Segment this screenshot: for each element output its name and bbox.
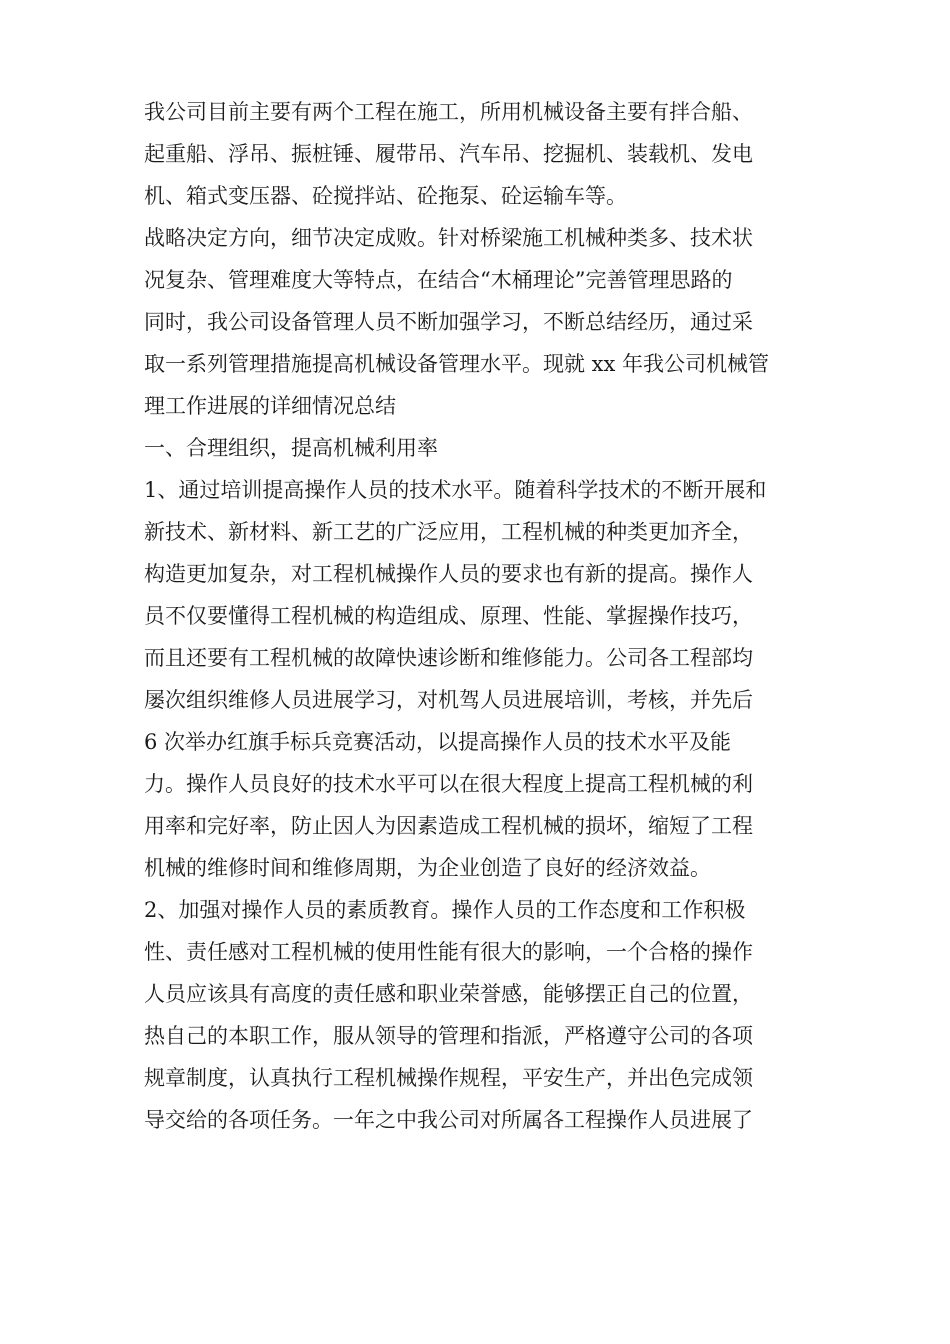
text-line: 人员应该具有高度的责任感和职业荣誉感，能够摆正自己的位置，	[144, 982, 753, 1006]
text-line: 起重船、浮吊、振桩锤、履带吊、汽车吊、挖掘机、装载机、发电	[144, 142, 753, 166]
text-line: 战略决定方向，细节决定成败。针对桥梁施工机械种类多、技术状	[144, 226, 753, 250]
text-line: 2、加强对操作人员的素质教育。操作人员的工作态度和工作积极	[144, 898, 746, 922]
text-line: 我公司目前主要有两个工程在施工，所用机械设备主要有拌合船、	[144, 100, 753, 124]
text-line: 6 次举办红旗手标兵竞赛活动，以提高操作人员的技术水平及能	[144, 730, 732, 754]
text-line: 理工作进展的详细情况总结	[144, 394, 396, 418]
body-text	[144, 91, 814, 1141]
text-line: 机械的维修时间和维修周期，为企业创造了良好的经济效益。	[144, 856, 711, 880]
text-line: 导交给的各项任务。一年之中我公司对所属各工程操作人员进展了	[144, 1108, 753, 1132]
text-line: 员不仅要懂得工程机械的构造组成、原理、性能、掌握操作技巧，	[144, 604, 753, 628]
text-line: 新技术、新材料、新工艺的广泛应用，工程机械的种类更加齐全，	[144, 520, 753, 544]
text-line: 而且还要有工程机械的故障快速诊断和维修能力。公司各工程部均	[144, 646, 753, 670]
text-line: 一、合理组织，提高机械利用率	[144, 436, 438, 460]
text-line: 同时，我公司设备管理人员不断加强学习，不断总结经历，通过采	[144, 310, 753, 334]
text-line: 况复杂、管理难度大等特点，在结合“木桶理论”完善管理思路的	[144, 268, 733, 292]
text-line: 用率和完好率，防止因人为因素造成工程机械的损坏，缩短了工程	[144, 814, 753, 838]
text-line: 屡次组织维修人员进展学习，对机驾人员进展培训，考核，并先后	[144, 688, 753, 712]
text-line: 力。操作人员良好的技术水平可以在很大程度上提高工程机械的利	[144, 772, 753, 796]
text-line: 机、箱式变压器、砼搅拌站、砼拖泵、砼运输车等。	[144, 184, 627, 208]
text-line: 构造更加复杂，对工程机械操作人员的要求也有新的提高。操作人	[144, 562, 753, 586]
text-line: 性、责任感对工程机械的使用性能有很大的影响，一个合格的操作	[144, 940, 753, 964]
text-line: 取一系列管理措施提高机械设备管理水平。现就 xx 年我公司机械管	[144, 352, 770, 376]
text-line: 热自己的本职工作，服从领导的管理和指派，严格遵守公司的各项	[144, 1024, 753, 1048]
text-line: 规章制度，认真执行工程机械操作规程，平安生产，并出色完成领	[144, 1066, 753, 1090]
text-line: 1、通过培训提高操作人员的技术水平。随着科学技术的不断开展和	[144, 478, 767, 502]
